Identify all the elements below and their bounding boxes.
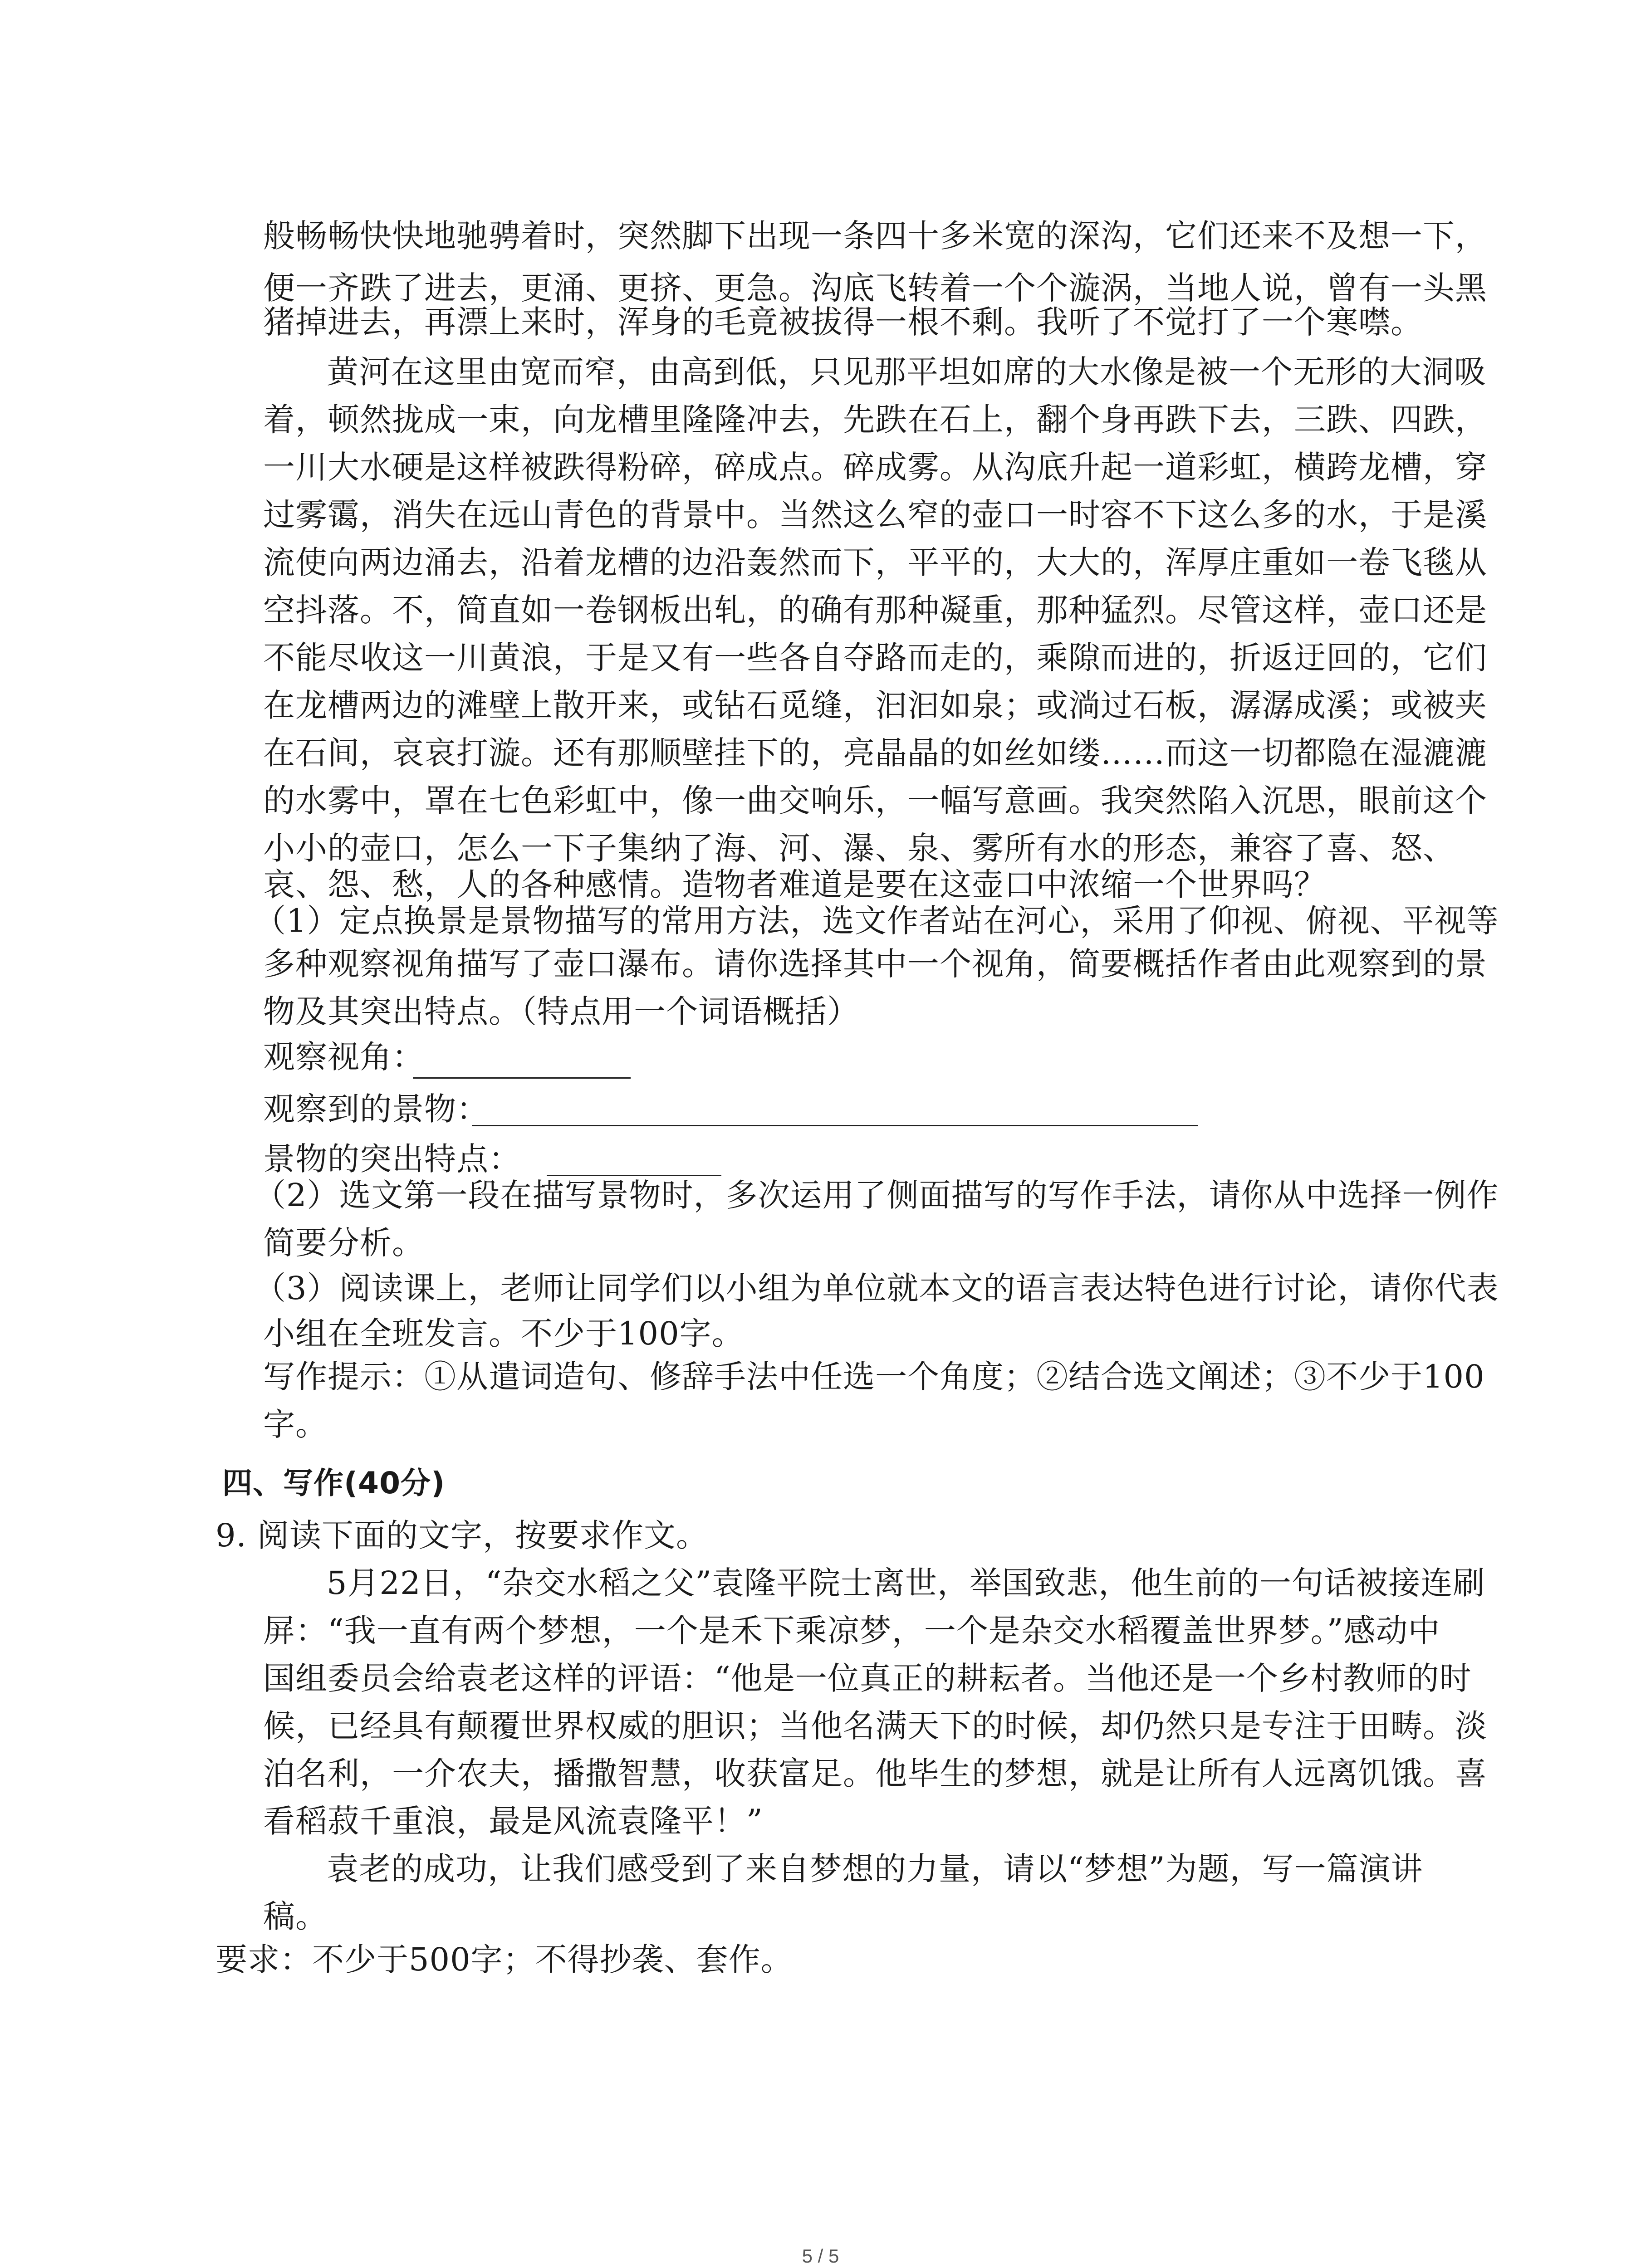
essay-prompt: 稿。 [263,1898,328,1935]
material-line: 泊名利，一介农夫，播撒智慧，收获富足。他毕生的梦想，就是让所有人远离饥饿。喜 [263,1755,1487,1792]
passage-line: 猪掉进去，再漂上来时，浑身的毛竟被拔得一根不剩。我听了不觉打了一个寒噤。 [263,303,1423,341]
passage-line: 在石间，哀哀打漩。还有那顺壁挂下的，亮晶晶的如丝如缕……而这一切都隐在湿漉漉 [263,734,1487,772]
passage-line: 不能尽收这一川黄浪，于是又有一些各自夺路而走的，乘隙而进的，折返迂回的，它们 [263,639,1487,676]
question-text: （1）定点换景是景物描写的常用方法，选文作者站在河心，采用了仰视、俯视、平视等 [254,902,1499,939]
question-text: 多种观察视角描写了壶口瀑布。请你选择其中一个视角，简要概括作者由此观察到的景 [263,945,1487,982]
essay-prompt: 袁老的成功，让我们感受到了来自梦想的力量，请以“梦想”为题，写一篇演讲 [327,1850,1423,1887]
passage-line: 小小的壶口，怎么一下子集纳了海、河、瀑、泉、雾所有水的形态，兼容了喜、怒、 [263,830,1455,867]
passage-line: 般畅畅快快地驰骋着时，突然脚下出现一条四十多米宽的深沟，它们还来不及想一下， [263,217,1487,254]
question-text: 物及其突出特点。（特点用一个词语概括） [263,993,859,1030]
material-line: 5月22日，“杂交水稻之父”袁隆平院士离世，举国致悲，他生前的一句话被接连刷 [327,1564,1485,1602]
question-text: 小组在全班发言。不少于100字。 [263,1315,744,1352]
scene-feature-label: 景物的突出特点： [263,1140,521,1178]
question-9-prompt: 9. 阅读下面的文字，按要求作文。 [216,1517,709,1554]
passage-line: 便一齐跌了进去，更涌、更挤、更急。沟底飞转着一个个漩涡，当地人说，曾有一头黑 [263,269,1487,307]
observed-scene-answer-line[interactable] [472,1125,1198,1126]
essay-requirement: 要求：不少于500字；不得抄袭、套作。 [216,1941,793,1978]
material-line: 候，已经具有颠覆世界权威的胆识；当他名满天下的时候，却仍然只是专注于田畴。淡 [263,1707,1487,1745]
passage-line: 的水雾中，罩在七色彩虹中，像一曲交响乐，一幅写意画。我突然陷入沉思，眼前这个 [263,782,1487,819]
writing-hint: 写作提示：①从遣词造句、修辞手法中任选一个角度；②结合选文阐述；③不少于100 [263,1358,1485,1395]
section-heading: 四、写作(40分) [222,1466,446,1501]
question-text: （3）阅读课上，老师让同学们以小组为单位就本文的语言表达特色进行讨论，请你代表 [254,1270,1499,1307]
question-text: （2）选文第一段在描写景物时，多次运用了侧面描写的写作手法，请你从中选择一例作 [254,1177,1499,1214]
page-number: 5 / 5 [802,2245,839,2267]
writing-hint: 字。 [263,1406,328,1443]
passage-line: 黄河在这里由宽而窄，由高到低，只见那平坦如席的大水像是被一个无形的大洞吸 [327,353,1486,391]
observation-angle-answer-line[interactable] [413,1077,631,1079]
passage-line: 流使向两边涌去，沿着龙槽的边沿轰然而下，平平的，大大的，浑厚庄重如一卷飞毯从 [263,544,1487,581]
material-line: 屏：“我一直有两个梦想，一个是禾下乘凉梦，一个是杂交水稻覆盖世界梦。”感动中 [263,1612,1440,1649]
passage-line: 过雾霭，消失在远山青色的背景中。当然这么窄的壶口一时容不下这么多的水，于是溪 [263,496,1487,533]
passage-line: 在龙槽两边的滩壁上散开来，或钻石觅缝，汩汩如泉；或淌过石板，潺潺成溪；或被夹 [263,687,1487,724]
passage-line: 空抖落。不，简直如一卷钢板出轧，的确有那种凝重，那种猛烈。尽管这样，壶口还是 [263,591,1487,629]
passage-line: 一川大水硬是这样被跌得粉碎，碎成点。碎成雾。从沟底升起一道彩虹，横跨龙槽，穿 [263,449,1487,486]
material-line: 国组委员会给袁老这样的评语：“他是一位真正的耕耘者。当他还是一个乡村教师的时 [263,1660,1472,1697]
observation-angle-label: 观察视角： [263,1038,424,1075]
material-line: 看稻菽千重浪，最是风流袁隆平！” [263,1803,763,1840]
passage-line: 哀、怨、愁，人的各种感情。造物者难道是要在这壶口中浓缩一个世界吗？ [263,866,1326,903]
observed-scene-label: 观察到的景物： [263,1090,489,1128]
question-text: 简要分析。 [263,1224,424,1261]
passage-line: 着，顿然拢成一束，向龙槽里隆隆冲去，先跌在石上，翻个身再跌下去，三跌、四跌， [263,401,1487,438]
